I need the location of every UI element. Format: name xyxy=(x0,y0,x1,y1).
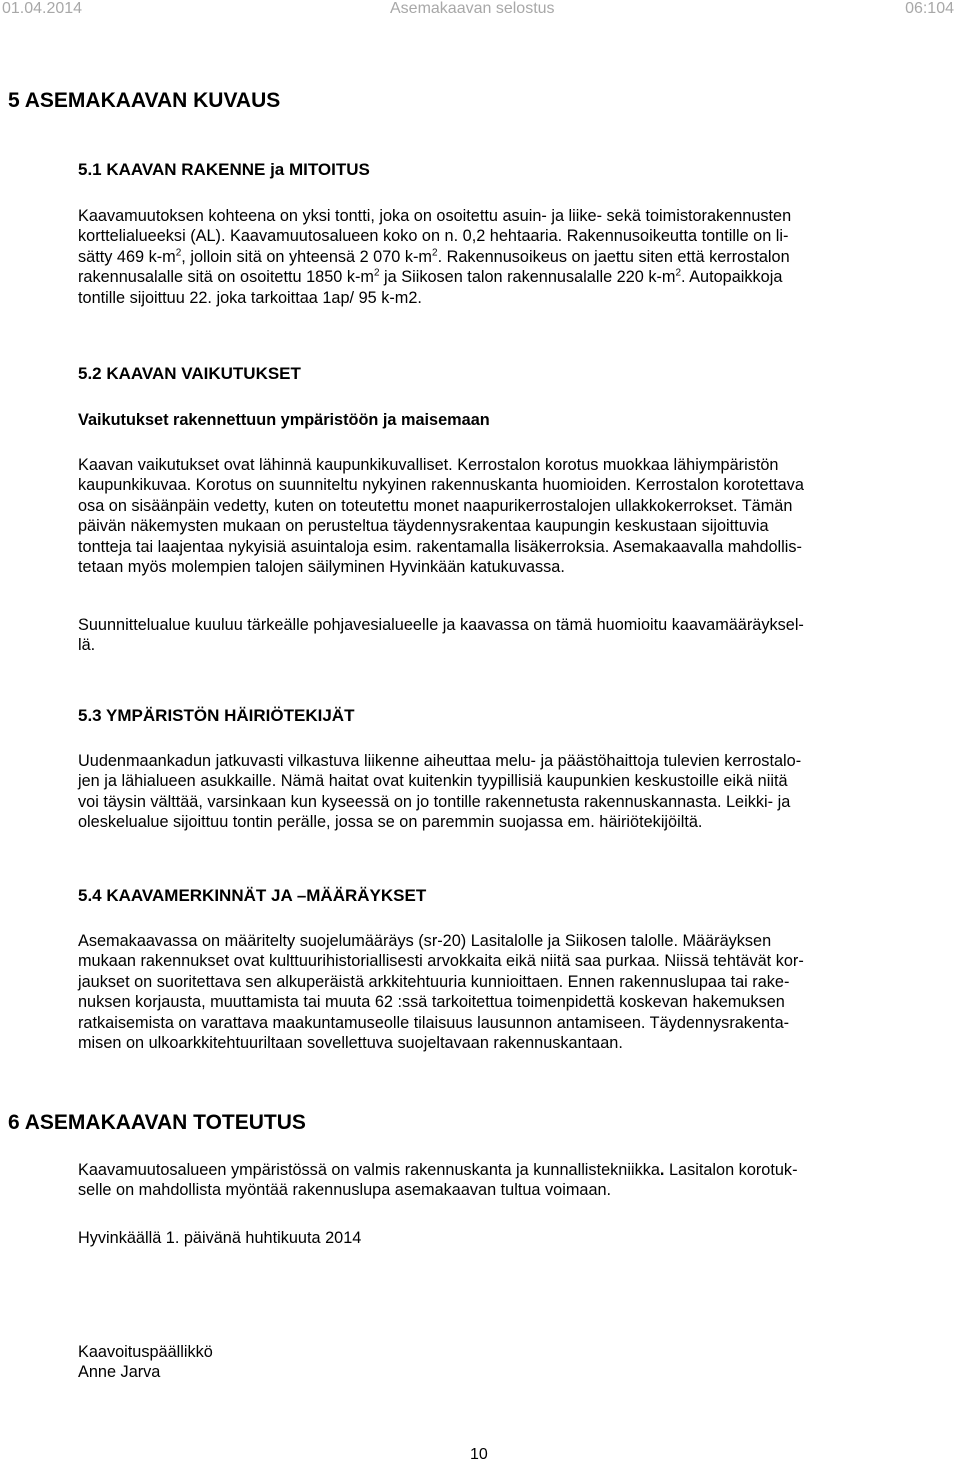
text-line: sätty 469 $k-m^2$, jolloin sitä on yhteensä 2 070 $k-m^2$. Rakennusoikeus on jaettu siten että kerrostalon xyxy=(78,247,790,266)
text-line: Suunnittelualue kuuluu tärkeälle pohjavesialueelle ja kaavassa on tämä huomioitu kaavamääräyksel- xyxy=(78,616,804,634)
page-header xyxy=(0,0,960,18)
signature-block xyxy=(78,1342,958,1383)
section-5-3-body xyxy=(78,751,958,833)
section-5-1-body xyxy=(78,206,958,308)
section-5-2-heading: 5.2 KAAVAN VAIKUTUKSET xyxy=(78,364,301,383)
text-line: Kaavamuutoksen kohteena on yksi tontti, joka on osoitettu asuin- ja liike- sekä toimistorakennusten xyxy=(78,207,792,225)
text-line: misen on ulkoarkkitehtuuriltaan sovellettuva suojeltavaan rakennuskantaan. xyxy=(78,1034,623,1053)
section-6-heading: 6 ASEMAKAAVAN TOTEUTUS xyxy=(8,1111,306,1134)
text-line: päivän näkemysten mukaan on perusteltua täydennysrakentaa kaupungin keskustaan sijoittuvia xyxy=(78,517,769,536)
section-5-4-body xyxy=(78,931,958,1053)
section-5-2-paragraph-2 xyxy=(78,615,958,656)
text-line: oleskelualue sijoittuu tontin perälle, jossa se on paremmin suojassa em. häiriötekijöiltä. xyxy=(78,813,703,832)
header-title: Asemakaavan selostus xyxy=(390,0,555,17)
header-date: 01.04.2014 xyxy=(2,0,83,17)
text-line: ratkaisemista on varattava maakuntamuseolle tilaisuus lausunnon antamiseen. Täydennysrakenta- xyxy=(78,1013,790,1032)
place-date: Hyvinkäällä 1. päivänä huhtikuuta 2014 xyxy=(78,1229,362,1247)
text-line: jen ja lähialueen asukkaille. Nämä haitat ovat kuitenkin tyypillisiä kaupunkien keskustoille eikä niitä xyxy=(78,772,788,791)
text-line: voi täysin välttää, varsinkaan kun kyseessä on jo tontille rakennetusta rakennuskannasta. Leikki- ja xyxy=(78,792,791,811)
text-line: Asemakaavassa on määritelty suojelumääräys (sr-20) Lasitalolle ja Siikosen talolle. Määräyksen xyxy=(78,932,772,950)
text-line: korttelialueeksi (AL). Kaavamuutosalueen koko on n. 0,2 hehtaaria. Rakennusoikeutta tontille on li- xyxy=(78,227,789,246)
text-line: Uudenmaankadun jatkuvasti vilkastuva liikenne aiheuttaa melu- ja päästöhaittoja tulevien kerrostalo- xyxy=(78,752,802,770)
signer-name: Anne Jarva xyxy=(78,1363,161,1382)
text-line: lä. xyxy=(78,636,96,655)
text-line: selle on mahdollista myöntää rakennuslupa asemakaavan tultua voimaan. xyxy=(78,1181,612,1200)
text-line: tetaan myös molempien talojen säilyminen Hyvinkään katukuvassa. xyxy=(78,558,565,577)
section-5-2-subheading: Vaikutukset rakennettuun ympäristöön ja maisemaan xyxy=(78,411,490,429)
text-line: Kaavan vaikutukset ovat lähinnä kaupunkikuvalliset. Kerrostalon korotus muokkaa lähiympäristön xyxy=(78,456,779,474)
text-line: mukaan rakennukset ovat kulttuurihistoriallisesti arvokkaita eikä niitä saa purkaa. Niissä tehtävät kor- xyxy=(78,952,804,971)
text-line: osa on sisäänpäin vedetty, kuten on toteutettu monet naapurikerrostalojen ullakkokerrokset. Tämän xyxy=(78,496,793,515)
section-5-heading: 5 ASEMAKAAVAN KUVAUS xyxy=(8,89,281,112)
section-5-4-heading: 5.4 KAAVAMERKINNÄT JA –MÄÄRÄYKSET xyxy=(78,886,427,905)
section-5-1-heading: 5.1 KAAVAN RAKENNE ja MITOITUS xyxy=(78,160,370,179)
text-line: rakennusalalle sitä on osoitettu 1850 $k-m^2$ ja Siikosen talon rakennusalalle 220 $k-m^2$. Autopaikkoja xyxy=(78,267,783,287)
text-line: tontteja tai laajentaa nykyisiä asuintaloja esim. rakentamalla lisäkerroksia. Asemakaavalla mahdollis- xyxy=(78,537,802,556)
text-line: kaupunkikuvaa. Korotus on suunniteltu nykyinen rakennuskanta huomioiden. Kerrostalon korotettava xyxy=(78,476,804,495)
header-ref: 06:104 xyxy=(905,0,954,17)
section-5-3-heading: 5.3 YMPÄRISTÖN HÄIRIÖTEKIJÄT xyxy=(78,706,355,725)
text-line: Kaavamuutosalueen ympäristössä on valmis rakennuskanta ja kunnallistekniikka. Lasitalon korotuk- xyxy=(78,1161,798,1179)
signer-title: Kaavoituspäällikkö xyxy=(78,1343,213,1361)
page-number-text: 10 xyxy=(470,1446,488,1463)
section-5-2-paragraph-1 xyxy=(78,455,958,577)
text-line: jaukset on suoritettava sen alkuperäistä arkkitehtuuria kunnioittaen. Ennen rakennuslupaa tai rake- xyxy=(78,972,790,991)
text-line: nuksen korjausta, muuttamista tai muuta 62 :ssä tarkoitettua toimenpidettä koskevan hakemuksen xyxy=(78,993,785,1012)
text-line: tontille sijoittuu 22. joka tarkoittaa 1ap/ 95 k-m2. xyxy=(78,288,422,307)
section-6-body xyxy=(78,1160,958,1201)
